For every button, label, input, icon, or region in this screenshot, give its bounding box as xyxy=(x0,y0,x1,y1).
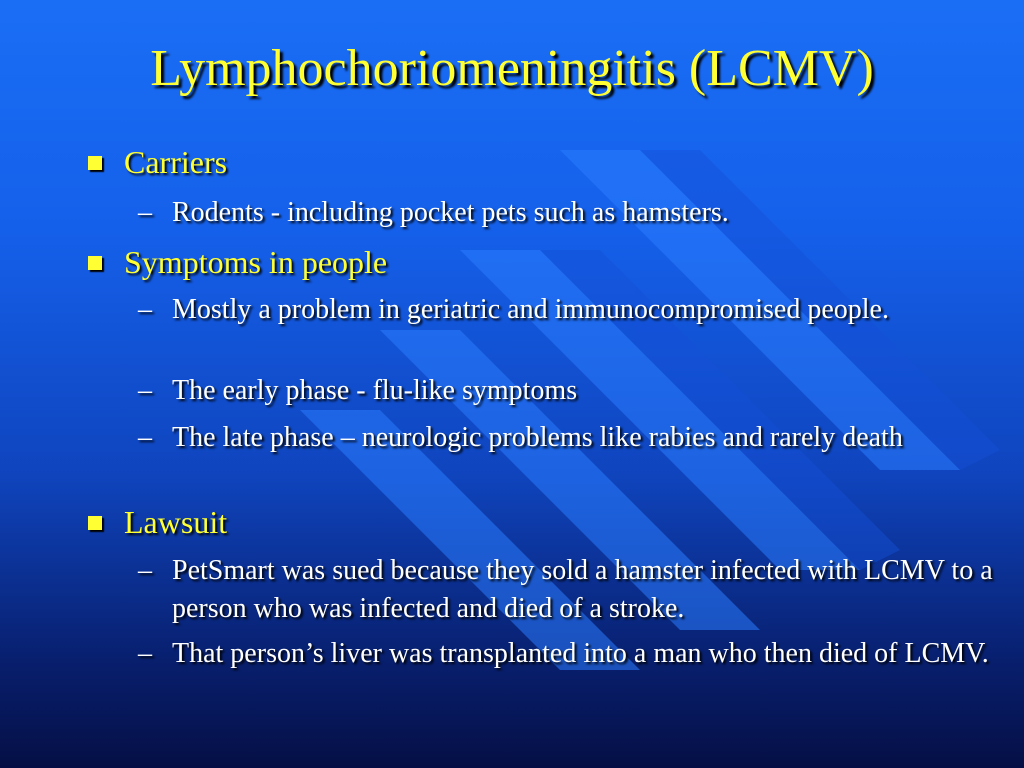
sub-bullet xyxy=(138,419,1018,457)
sub-bullet xyxy=(138,552,1018,628)
bullet-symptoms xyxy=(88,242,988,282)
dash-marker: – xyxy=(138,422,152,453)
bullet-lawsuit xyxy=(88,502,988,542)
heading-lawsuit: Lawsuit xyxy=(124,504,228,540)
heading-carriers: Carriers xyxy=(124,144,228,180)
sub-bullet-text: The early phase - flu-like symptoms xyxy=(172,375,578,406)
sub-bullet-text: That person’s liver was transplanted into a man who then died of LCMV. xyxy=(172,638,989,669)
sub-bullet-text: Mostly a problem in geriatric and immunocompromised people. xyxy=(172,294,889,325)
dash-marker: – xyxy=(138,555,152,586)
square-bullet-icon xyxy=(88,256,102,270)
slide-title: Lymphochoriomeningitis (LCMV) xyxy=(150,40,874,97)
bullet-carriers xyxy=(88,142,988,182)
sub-bullet xyxy=(138,372,1018,410)
sub-bullet-text: The late phase – neurologic problems like rabies and rarely death xyxy=(172,422,903,453)
heading-symptoms: Symptoms in people xyxy=(124,244,388,280)
sub-bullet xyxy=(138,194,1018,232)
dash-marker: – xyxy=(138,638,152,669)
square-bullet-icon xyxy=(88,516,102,530)
sub-bullet xyxy=(138,291,1018,329)
dash-marker: – xyxy=(138,294,152,325)
dash-marker: – xyxy=(138,375,152,406)
dash-marker: – xyxy=(138,197,152,228)
square-bullet-icon xyxy=(88,156,102,170)
sub-bullet-text: Rodents - including pocket pets such as hamsters. xyxy=(172,197,729,228)
sub-bullet-text: PetSmart was sued because they sold a hamster infected with LCMV to a person who was infected and died of a stroke. xyxy=(172,555,993,624)
sub-bullet xyxy=(138,635,1018,673)
